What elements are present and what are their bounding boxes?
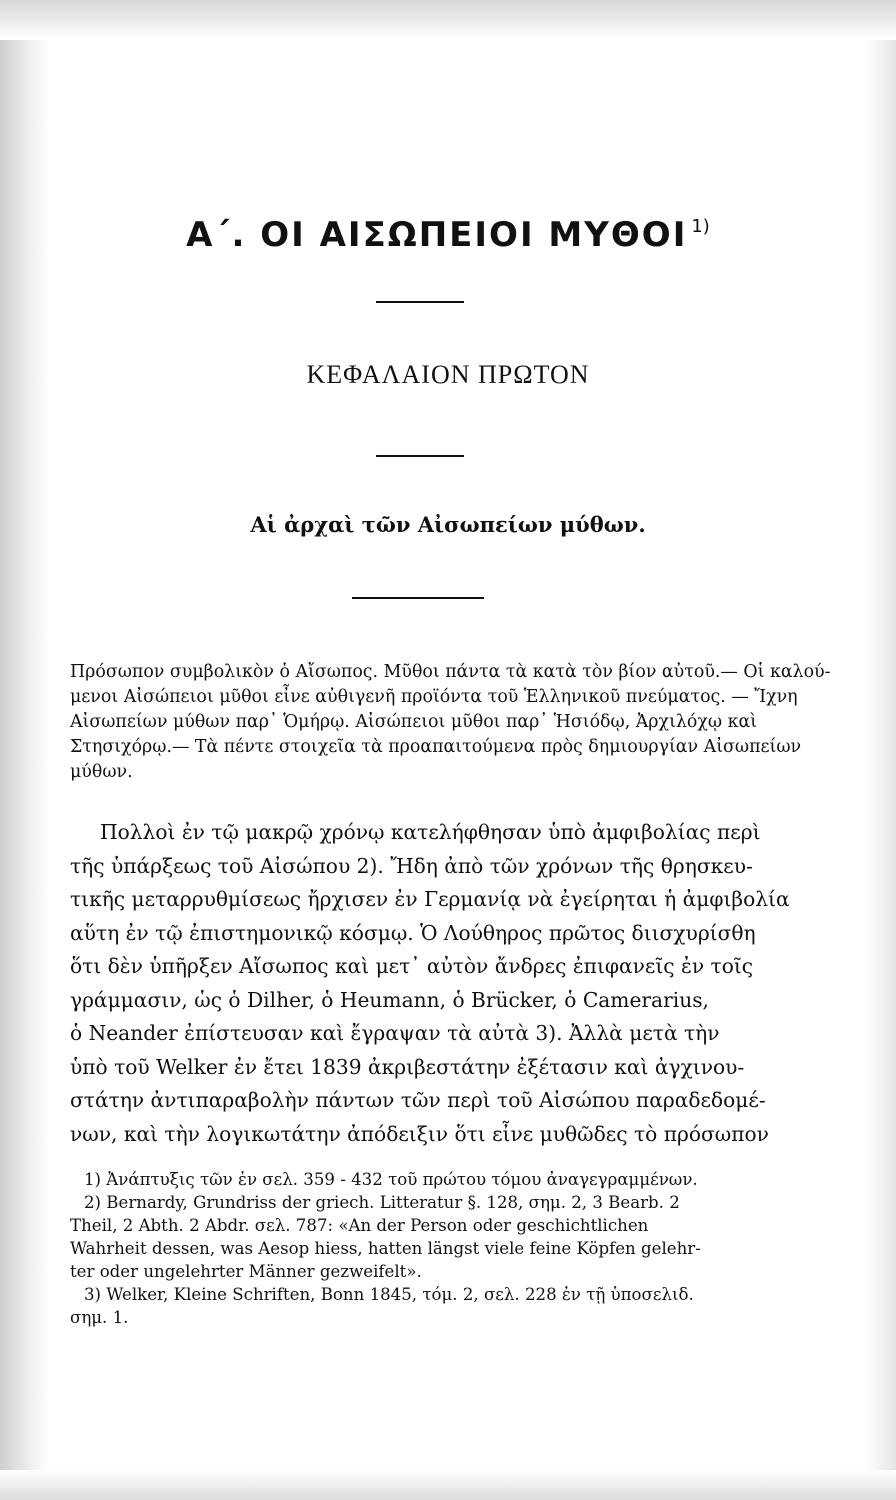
summary-line: μενοι Αἰσώπειοι μῦθοι εἶνε αὐθιγενῆ προϊόντα τοῦ Ἑλληνικοῦ πνεύματος. — Ἴχνη: [70, 687, 798, 707]
divider-rule-3: [352, 597, 484, 599]
section-title: [0, 215, 896, 255]
divider-rule-1: [376, 301, 464, 303]
chapter-summary: [70, 660, 831, 785]
body-line: τικῆς μεταρρυθμίσεως ἤρχισεν ἐν Γερμανίᾳ νὰ ἐγείρηται ἡ ἀμφιβολία: [70, 887, 790, 911]
summary-line: Αἰσωπείων μύθων παρ᾽ Ὁμήρῳ. Αἰσώπειοι μῦθοι παρ᾽ Ἡσιόδῳ, Ἀρχιλόχῳ καὶ: [70, 712, 758, 732]
body-line: τῆς ὑπάρξεως τοῦ Αἰσώπου 2). Ἤδη ἀπὸ τῶν χρόνων τῆς θρησκευ-: [70, 853, 753, 878]
title-footnote-marker: 1): [691, 216, 710, 237]
body-line: αὕτη ἐν τῷ ἐπιστημονικῷ κόσμῳ. Ὁ Λούθηρος πρῶτος διισχυρίσθη: [70, 920, 756, 945]
page-shadow-bottom: [0, 1470, 896, 1500]
body-line: στάτην ἀντιπαραβολὴν πάντων τῶν περὶ τοῦ Αἰσώπου παραδεδομέ-: [70, 1088, 766, 1112]
footnote-line: Wahrheit dessen, was Aesop hiess, hatten längst viele feine Köpfen gelehr-: [70, 1239, 701, 1258]
summary-line: Στησιχόρῳ.— Τὰ πέντε στοιχεῖα τὰ προαπαιτούμενα πρὸς δημιουργίαν Αἰσωπείων: [70, 737, 802, 757]
footnotes: [70, 1168, 782, 1329]
body-line: ὅτι δὲν ὑπῆρξεν Αἴσωπος καὶ μετ᾽ αὐτὸν ἄνδρες ἐπιφανεῖς ἐν τοῖς: [70, 954, 754, 978]
chapter-heading: ΚΕΦΑΛΑΙΟΝ ΠΡΩΤΟΝ: [306, 360, 590, 389]
footnote-line: σημ. 1.: [70, 1308, 129, 1327]
chapter-subheading: Αἱ ἀρχαὶ τῶν Αἰσωπείων μύθων.: [250, 512, 646, 537]
footnote-line: 1) Ἀνάπτυξις τῶν ἐν σελ. 359 - 432 τοῦ πρώτου τόμου ἀναγεγραμμένων.: [84, 1170, 698, 1189]
body-paragraph: [70, 816, 790, 1151]
body-line: νων, καὶ τὴν λογικωτάτην ἀπόδειξιν ὅτι εἶνε μυθῶδες τὸ πρόσωπον: [70, 1121, 769, 1146]
summary-line: μύθων.: [70, 762, 133, 782]
body-line: ὁ Neander ἐπίστευσαν καὶ ἔγραψαν τὰ αὐτὰ 3). Ἀλλὰ μετὰ τὴν: [70, 1021, 720, 1045]
footnote-line: 2) Bernardy, Grundriss der griech. Litteratur §. 128, σημ. 2, 3 Bearb. 2: [84, 1193, 680, 1212]
body-line: ὑπὸ τοῦ Welker ἐν ἔτει 1839 ἀκριβεστάτην ἐξέτασιν καὶ ἀγχινου-: [70, 1054, 745, 1079]
divider-rule-2: [376, 455, 464, 457]
section-title-text: Α΄. ΟΙ ΑΙΣΩΠΕΙΟΙ ΜΥΘΟΙ: [186, 215, 688, 255]
body-line: γράμμασιν, ὡς ὁ Dilher, ὁ Heumann, ὁ Brücker, ὁ Camerarius,: [70, 987, 709, 1012]
footnote-line: ter oder ungelehrter Männer gezweifelt».: [70, 1262, 422, 1281]
footnote-line: Theil, 2 Abth. 2 Abdr. σελ. 787: «An der Person oder geschichtlichen: [70, 1216, 649, 1235]
footnote-line: 3) Welker, Kleine Schriften, Bonn 1845, τόμ. 2, σελ. 228 ἐν τῇ ὑποσελιδ.: [84, 1285, 694, 1304]
summary-line: Πρόσωπον συμβολικὸν ὁ Αἴσωπος. Μῦθοι πάντα τὰ κατὰ τὸν βίον αὐτοῦ.— Οἱ καλού-: [70, 662, 831, 682]
body-line: Πολλοὶ ἐν τῷ μακρῷ χρόνῳ κατελήφθησαν ὑπὸ ἀμφιβολίας περὶ: [100, 820, 761, 844]
page-shadow-top: [0, 0, 896, 40]
